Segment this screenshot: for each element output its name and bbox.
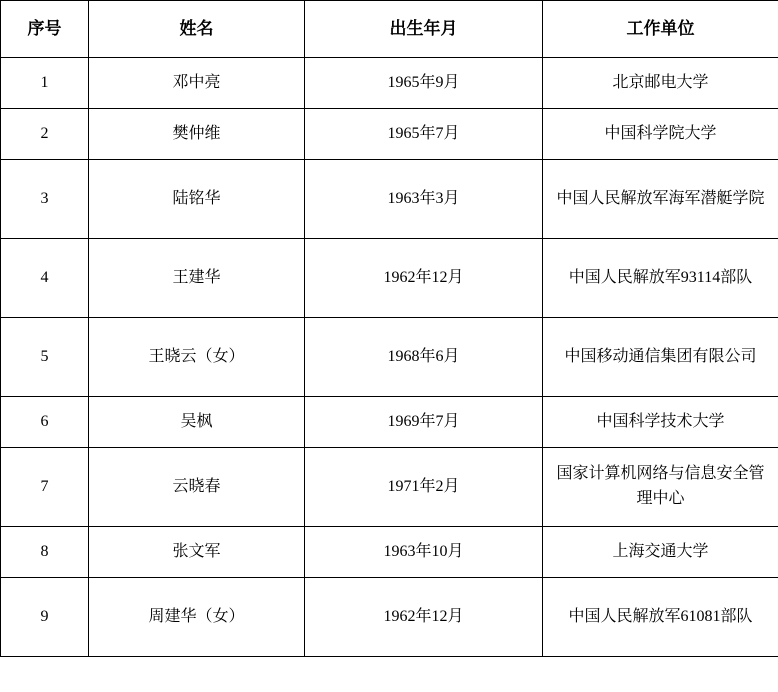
column-header-birth: 出生年月: [305, 1, 543, 58]
cell-birth: 1969年7月: [305, 397, 543, 448]
cell-birth: 1963年10月: [305, 527, 543, 578]
cell-index: 9: [1, 578, 89, 657]
cell-birth: 1968年6月: [305, 318, 543, 397]
cell-index: 4: [1, 239, 89, 318]
table-row: [1, 578, 778, 657]
cell-birth: 1962年12月: [305, 578, 543, 657]
table-row: [1, 160, 778, 239]
table-body: [1, 58, 778, 657]
cell-unit: 北京邮电大学: [543, 58, 778, 109]
table-row: [1, 58, 778, 109]
column-header-name: 姓名: [89, 1, 305, 58]
cell-index: 6: [1, 397, 89, 448]
table-header-row: [1, 1, 778, 58]
cell-index: 3: [1, 160, 89, 239]
table-row: [1, 397, 778, 448]
cell-birth: 1962年12月: [305, 239, 543, 318]
cell-unit: 中国科学技术大学: [543, 397, 778, 448]
cell-name: 王晓云（女）: [89, 318, 305, 397]
cell-unit: 中国人民解放军海军潜艇学院: [543, 160, 778, 239]
cell-index: 7: [1, 448, 89, 527]
cell-name: 陆铭华: [89, 160, 305, 239]
cell-name: 周建华（女）: [89, 578, 305, 657]
table-row: [1, 448, 778, 527]
cell-index: 2: [1, 109, 89, 160]
cell-unit: 中国人民解放军93114部队: [543, 239, 778, 318]
cell-index: 1: [1, 58, 89, 109]
cell-birth: 1965年9月: [305, 58, 543, 109]
cell-index: 5: [1, 318, 89, 397]
cell-name: 樊仲维: [89, 109, 305, 160]
table-header: [1, 1, 778, 58]
cell-birth: 1965年7月: [305, 109, 543, 160]
column-header-index: 序号: [1, 1, 89, 58]
cell-unit: 国家计算机网络与信息安全管理中心: [543, 448, 778, 527]
cell-birth: 1971年2月: [305, 448, 543, 527]
cell-name: 吴枫: [89, 397, 305, 448]
table-row: [1, 527, 778, 578]
column-header-unit: 工作单位: [543, 1, 778, 58]
cell-name: 邓中亮: [89, 58, 305, 109]
cell-unit: 中国科学院大学: [543, 109, 778, 160]
table-row: [1, 239, 778, 318]
cell-unit: 上海交通大学: [543, 527, 778, 578]
table-row: [1, 109, 778, 160]
cell-name: 张文军: [89, 527, 305, 578]
cell-name: 王建华: [89, 239, 305, 318]
cell-name: 云晓春: [89, 448, 305, 527]
cell-unit: 中国移动通信集团有限公司: [543, 318, 778, 397]
cell-birth: 1963年3月: [305, 160, 543, 239]
cell-unit: 中国人民解放军61081部队: [543, 578, 778, 657]
cell-index: 8: [1, 527, 89, 578]
table-row: [1, 318, 778, 397]
